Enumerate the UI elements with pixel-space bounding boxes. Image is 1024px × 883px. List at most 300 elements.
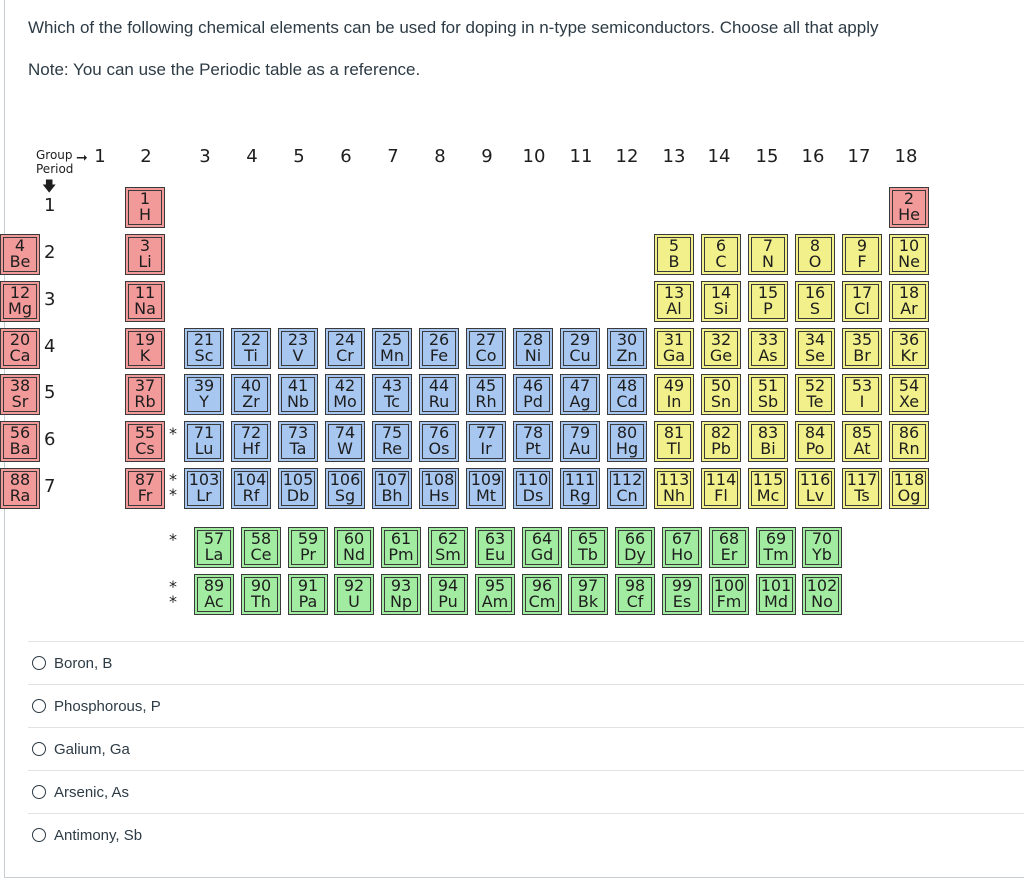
element-number: 35 bbox=[851, 330, 873, 349]
element-cell bbox=[748, 281, 788, 322]
element-symbol: Cf bbox=[626, 592, 644, 611]
group-number: 9 bbox=[481, 146, 493, 167]
checkbox-icon[interactable] bbox=[32, 656, 46, 670]
element-cell bbox=[372, 421, 412, 462]
element-symbol: Ca bbox=[9, 346, 31, 365]
element-number: 71 bbox=[193, 423, 215, 442]
element-number: 75 bbox=[381, 423, 403, 442]
element-symbol: Ti bbox=[244, 346, 258, 365]
element-number: 92 bbox=[343, 576, 365, 595]
element-number: 83 bbox=[757, 423, 779, 442]
element-cell bbox=[615, 574, 655, 615]
element-number: 37 bbox=[134, 376, 156, 395]
element-number: 89 bbox=[203, 576, 225, 595]
element-symbol: Mt bbox=[475, 486, 497, 505]
element-symbol: In bbox=[666, 392, 682, 411]
element-number: 31 bbox=[663, 330, 685, 349]
element-symbol: Sr bbox=[11, 392, 29, 411]
element-cell bbox=[701, 468, 741, 509]
group-number: 7 bbox=[387, 146, 399, 167]
element-number: 116 bbox=[799, 470, 831, 489]
element-cell bbox=[654, 374, 694, 415]
element-cell bbox=[568, 574, 608, 615]
element-cell bbox=[654, 234, 694, 275]
element-cell bbox=[709, 574, 749, 615]
element-number: 109 bbox=[470, 470, 502, 489]
element-symbol: Re bbox=[381, 439, 403, 458]
checkbox-icon[interactable] bbox=[32, 828, 46, 842]
element-symbol: Ba bbox=[9, 439, 31, 458]
element-number: 76 bbox=[428, 423, 450, 442]
period-number: 3 bbox=[44, 289, 56, 310]
element-number: 80 bbox=[616, 423, 638, 442]
element-cell bbox=[466, 328, 506, 369]
element-cell bbox=[278, 374, 318, 415]
element-cell bbox=[889, 421, 929, 462]
element-symbol: Tm bbox=[763, 545, 789, 564]
element-symbol: He bbox=[898, 205, 920, 224]
element-number: 65 bbox=[577, 529, 599, 548]
element-cell bbox=[842, 328, 882, 369]
footnote-star: * bbox=[169, 592, 177, 611]
element-symbol: Cs bbox=[135, 439, 155, 458]
group-number: 2 bbox=[140, 146, 152, 167]
element-cell bbox=[701, 281, 741, 322]
element-symbol: Hg bbox=[615, 439, 639, 458]
element-cell bbox=[709, 527, 749, 568]
element-number: 43 bbox=[381, 376, 403, 395]
element-symbol: Th bbox=[251, 592, 271, 611]
element-number: 70 bbox=[811, 529, 833, 548]
question-text: Which of the following chemical elements can be used for doping in n-type semiconductors. Choose all that apply bbox=[28, 18, 879, 37]
element-number: 15 bbox=[757, 283, 779, 302]
element-symbol: Cr bbox=[336, 346, 354, 365]
element-number: 96 bbox=[531, 576, 553, 595]
element-number: 102 bbox=[806, 576, 838, 595]
element-cell bbox=[0, 328, 40, 369]
element-number: 86 bbox=[898, 423, 920, 442]
element-symbol: Er bbox=[720, 545, 738, 564]
group-number: 16 bbox=[801, 146, 825, 167]
element-symbol: Si bbox=[713, 299, 729, 318]
element-cell bbox=[325, 468, 365, 509]
element-symbol: Fm bbox=[716, 592, 742, 611]
element-symbol: Rb bbox=[134, 392, 156, 411]
element-cell bbox=[184, 328, 224, 369]
element-cell bbox=[419, 374, 459, 415]
element-cell bbox=[889, 187, 929, 228]
element-number: 17 bbox=[851, 283, 873, 302]
element-symbol: Sg bbox=[334, 486, 356, 505]
element-number: 41 bbox=[287, 376, 309, 395]
element-number: 12 bbox=[9, 283, 31, 302]
element-number: 23 bbox=[287, 330, 309, 349]
element-cell bbox=[372, 328, 412, 369]
element-cell bbox=[0, 468, 40, 509]
element-symbol: Bk bbox=[577, 592, 599, 611]
element-cell bbox=[288, 527, 328, 568]
element-symbol: Lr bbox=[196, 486, 212, 505]
element-number: 38 bbox=[9, 376, 31, 395]
element-symbol: C bbox=[715, 252, 727, 271]
element-symbol: No bbox=[811, 592, 833, 611]
element-symbol: Md bbox=[764, 592, 788, 611]
element-number: 44 bbox=[428, 376, 450, 395]
element-symbol: Cd bbox=[616, 392, 638, 411]
element-symbol: S bbox=[809, 299, 821, 318]
element-symbol: Sm bbox=[435, 545, 461, 564]
element-number: 81 bbox=[663, 423, 685, 442]
element-number: 85 bbox=[851, 423, 873, 442]
element-number: 18 bbox=[898, 283, 920, 302]
element-number: 61 bbox=[390, 529, 412, 548]
element-cell bbox=[889, 328, 929, 369]
element-number: 117 bbox=[846, 470, 878, 489]
element-cell bbox=[325, 374, 365, 415]
element-cell bbox=[522, 527, 562, 568]
answer-option-label: Phosphorous, P bbox=[54, 697, 161, 715]
element-cell bbox=[334, 574, 374, 615]
element-symbol: Ds bbox=[522, 486, 544, 505]
element-cell bbox=[231, 468, 271, 509]
element-symbol: Ne bbox=[898, 252, 920, 271]
element-number: 93 bbox=[390, 576, 412, 595]
element-cell bbox=[184, 374, 224, 415]
element-number: 79 bbox=[569, 423, 591, 442]
element-number: 30 bbox=[616, 330, 638, 349]
element-symbol: Db bbox=[286, 486, 310, 505]
element-cell bbox=[568, 527, 608, 568]
element-symbol: Pa bbox=[298, 592, 318, 611]
element-number: 1 bbox=[139, 189, 151, 208]
element-symbol: La bbox=[204, 545, 224, 564]
element-cell bbox=[513, 421, 553, 462]
element-symbol: Nb bbox=[286, 392, 310, 411]
checkbox-icon[interactable] bbox=[32, 742, 46, 756]
element-number: 29 bbox=[569, 330, 591, 349]
element-cell bbox=[513, 468, 553, 509]
element-symbol: K bbox=[139, 346, 151, 365]
element-symbol: Ag bbox=[569, 392, 591, 411]
element-symbol: Mo bbox=[333, 392, 357, 411]
element-cell bbox=[125, 468, 165, 509]
element-number: 10 bbox=[898, 236, 920, 255]
element-number: 69 bbox=[765, 529, 787, 548]
arrow-right-icon: ➞ bbox=[76, 150, 88, 166]
element-cell bbox=[513, 374, 553, 415]
element-symbol: At bbox=[853, 439, 871, 458]
element-number: 63 bbox=[484, 529, 506, 548]
footnote-star: * bbox=[169, 530, 177, 549]
element-cell bbox=[802, 574, 842, 615]
element-number: 107 bbox=[376, 470, 408, 489]
element-symbol: I bbox=[859, 392, 865, 411]
element-symbol: Dy bbox=[624, 545, 646, 564]
element-number: 46 bbox=[522, 376, 544, 395]
element-cell bbox=[125, 328, 165, 369]
element-cell bbox=[889, 234, 929, 275]
element-number: 19 bbox=[134, 330, 156, 349]
element-symbol: Am bbox=[481, 592, 509, 611]
group-number: 12 bbox=[615, 146, 639, 167]
element-cell bbox=[475, 574, 515, 615]
element-cell bbox=[654, 468, 694, 509]
element-cell bbox=[607, 421, 647, 462]
element-cell bbox=[194, 574, 234, 615]
element-number: 84 bbox=[804, 423, 826, 442]
element-cell bbox=[748, 468, 788, 509]
element-cell bbox=[278, 421, 318, 462]
answer-option-label: Arsenic, As bbox=[54, 783, 130, 801]
element-cell bbox=[842, 281, 882, 322]
element-symbol: Tb bbox=[578, 545, 598, 564]
element-symbol: Zr bbox=[242, 392, 260, 411]
element-cell bbox=[0, 234, 40, 275]
element-cell bbox=[748, 234, 788, 275]
element-symbol: Lv bbox=[805, 486, 825, 505]
element-number: 21 bbox=[193, 330, 215, 349]
element-number: 60 bbox=[343, 529, 365, 548]
footnote-star: * bbox=[169, 485, 177, 504]
answer-option[interactable] bbox=[28, 813, 1024, 856]
question-note: Note: You can use the Periodic table as a reference. bbox=[28, 60, 421, 79]
element-cell bbox=[125, 374, 165, 415]
element-number: 67 bbox=[671, 529, 693, 548]
element-symbol: Hf bbox=[242, 439, 260, 458]
element-cell bbox=[560, 328, 600, 369]
element-number: 52 bbox=[804, 376, 826, 395]
element-cell bbox=[560, 374, 600, 415]
element-cell bbox=[607, 468, 647, 509]
element-number: 5 bbox=[668, 236, 680, 255]
element-number: 6 bbox=[715, 236, 727, 255]
element-number: 49 bbox=[663, 376, 685, 395]
element-cell bbox=[654, 281, 694, 322]
element-symbol: Bi bbox=[760, 439, 776, 458]
arrow-down-icon: 🡇 bbox=[42, 179, 57, 195]
element-number: 55 bbox=[134, 423, 156, 442]
element-cell bbox=[748, 328, 788, 369]
footnote-star: * bbox=[169, 577, 177, 596]
element-symbol: Na bbox=[134, 299, 156, 318]
element-symbol: Ar bbox=[900, 299, 918, 318]
element-number: 4 bbox=[14, 236, 26, 255]
element-symbol: Ga bbox=[662, 346, 686, 365]
element-cell bbox=[125, 421, 165, 462]
element-symbol: Bh bbox=[381, 486, 403, 505]
element-number: 72 bbox=[240, 423, 262, 442]
element-cell bbox=[756, 574, 796, 615]
group-number: 15 bbox=[755, 146, 779, 167]
element-symbol: Se bbox=[805, 346, 825, 365]
element-cell bbox=[748, 374, 788, 415]
element-number: 118 bbox=[893, 470, 925, 489]
element-number: 68 bbox=[718, 529, 740, 548]
element-number: 62 bbox=[437, 529, 459, 548]
element-number: 59 bbox=[297, 529, 319, 548]
element-cell bbox=[125, 281, 165, 322]
element-number: 7 bbox=[762, 236, 774, 255]
group-number: 5 bbox=[293, 146, 305, 167]
element-cell bbox=[419, 468, 459, 509]
element-cell bbox=[466, 421, 506, 462]
element-cell bbox=[795, 421, 835, 462]
element-cell bbox=[231, 421, 271, 462]
element-number: 110 bbox=[517, 470, 549, 489]
element-symbol: Pm bbox=[388, 545, 414, 564]
element-number: 2 bbox=[903, 189, 915, 208]
element-cell bbox=[615, 527, 655, 568]
element-number: 74 bbox=[334, 423, 356, 442]
element-number: 56 bbox=[9, 423, 31, 442]
element-symbol: Cn bbox=[616, 486, 638, 505]
element-symbol: Rg bbox=[569, 486, 591, 505]
answer-option-label: Galium, Ga bbox=[54, 740, 130, 758]
element-cell bbox=[466, 468, 506, 509]
element-symbol: Hs bbox=[428, 486, 450, 505]
period-number: 4 bbox=[44, 336, 56, 357]
element-symbol: Ni bbox=[524, 346, 542, 365]
element-symbol: Ge bbox=[709, 346, 733, 365]
period-number: 7 bbox=[44, 476, 56, 497]
element-cell bbox=[701, 421, 741, 462]
element-symbol: Kr bbox=[900, 346, 918, 365]
element-cell bbox=[125, 234, 165, 275]
element-symbol: Po bbox=[805, 439, 825, 458]
element-number: 28 bbox=[522, 330, 544, 349]
element-cell bbox=[0, 374, 40, 415]
element-symbol: Nh bbox=[662, 486, 686, 505]
element-number: 112 bbox=[611, 470, 643, 489]
element-symbol: Br bbox=[853, 346, 871, 365]
checkbox-icon[interactable] bbox=[32, 699, 46, 713]
element-symbol: Eu bbox=[484, 545, 506, 564]
element-symbol: Gd bbox=[530, 545, 554, 564]
element-cell bbox=[241, 574, 281, 615]
element-cell bbox=[842, 468, 882, 509]
element-cell bbox=[184, 421, 224, 462]
element-cell bbox=[889, 374, 929, 415]
element-number: 77 bbox=[475, 423, 497, 442]
element-symbol: As bbox=[758, 346, 778, 365]
element-symbol: Np bbox=[389, 592, 413, 611]
element-number: 11 bbox=[134, 283, 156, 302]
element-number: 40 bbox=[240, 376, 262, 395]
element-symbol: F bbox=[857, 252, 867, 271]
element-number: 108 bbox=[423, 470, 455, 489]
answer-option[interactable] bbox=[28, 684, 1024, 727]
answer-option[interactable] bbox=[28, 770, 1024, 813]
element-number: 115 bbox=[752, 470, 784, 489]
element-cell bbox=[278, 468, 318, 509]
element-cell bbox=[701, 374, 741, 415]
element-number: 57 bbox=[203, 529, 225, 548]
checkbox-icon[interactable] bbox=[32, 785, 46, 799]
element-cell bbox=[701, 234, 741, 275]
element-number: 111 bbox=[564, 470, 596, 489]
element-number: 88 bbox=[9, 470, 31, 489]
element-symbol: Sn bbox=[710, 392, 732, 411]
element-cell bbox=[184, 468, 224, 509]
element-cell bbox=[241, 527, 281, 568]
answer-option-label: Boron, B bbox=[54, 654, 113, 672]
element-number: 90 bbox=[250, 576, 272, 595]
element-cell bbox=[288, 574, 328, 615]
group-number: 13 bbox=[662, 146, 686, 167]
element-symbol: P bbox=[763, 299, 773, 318]
element-symbol: Pt bbox=[525, 439, 541, 458]
element-symbol: Ts bbox=[854, 486, 870, 505]
element-number: 32 bbox=[710, 330, 732, 349]
element-cell bbox=[334, 527, 374, 568]
element-number: 14 bbox=[710, 283, 732, 302]
element-symbol: Mn bbox=[380, 346, 404, 365]
element-cell bbox=[842, 234, 882, 275]
element-symbol: Y bbox=[199, 392, 209, 411]
element-number: 25 bbox=[381, 330, 403, 349]
element-cell bbox=[513, 328, 553, 369]
element-cell bbox=[475, 527, 515, 568]
element-number: 51 bbox=[757, 376, 779, 395]
element-number: 58 bbox=[250, 529, 272, 548]
element-number: 48 bbox=[616, 376, 638, 395]
element-number: 34 bbox=[804, 330, 826, 349]
element-symbol: Fe bbox=[429, 346, 449, 365]
element-cell bbox=[231, 374, 271, 415]
element-symbol: Og bbox=[897, 486, 921, 505]
element-number: 45 bbox=[475, 376, 497, 395]
element-symbol: Pu bbox=[438, 592, 458, 611]
element-number: 95 bbox=[484, 576, 506, 595]
element-symbol: Pb bbox=[711, 439, 731, 458]
element-symbol: Ru bbox=[428, 392, 450, 411]
element-number: 9 bbox=[856, 236, 868, 255]
period-axis-label: Period bbox=[36, 162, 74, 176]
element-cell bbox=[607, 374, 647, 415]
element-cell bbox=[194, 527, 234, 568]
element-cell bbox=[0, 281, 40, 322]
group-number: 11 bbox=[569, 146, 593, 167]
element-cell bbox=[466, 374, 506, 415]
answer-option[interactable] bbox=[28, 727, 1024, 770]
element-number: 22 bbox=[240, 330, 262, 349]
element-number: 100 bbox=[713, 576, 745, 595]
element-symbol: Co bbox=[475, 346, 497, 365]
element-symbol: Pd bbox=[523, 392, 543, 411]
element-cell bbox=[372, 374, 412, 415]
element-number: 73 bbox=[287, 423, 309, 442]
element-cell bbox=[428, 574, 468, 615]
element-number: 26 bbox=[428, 330, 450, 349]
footnote-star: * bbox=[169, 424, 177, 443]
element-symbol: Mg bbox=[8, 299, 32, 318]
element-cell bbox=[842, 374, 882, 415]
element-cell bbox=[428, 527, 468, 568]
element-cell bbox=[842, 421, 882, 462]
period-number: 2 bbox=[44, 242, 56, 263]
group-number: 18 bbox=[894, 146, 918, 167]
element-cell bbox=[802, 527, 842, 568]
element-symbol: V bbox=[292, 346, 304, 365]
element-cell bbox=[125, 187, 165, 228]
element-symbol: O bbox=[808, 252, 822, 271]
element-cell bbox=[278, 328, 318, 369]
element-number: 54 bbox=[898, 376, 920, 395]
element-symbol: Al bbox=[666, 299, 682, 318]
element-number: 36 bbox=[898, 330, 920, 349]
period-number: 5 bbox=[44, 382, 56, 403]
answer-option[interactable] bbox=[28, 641, 1024, 684]
